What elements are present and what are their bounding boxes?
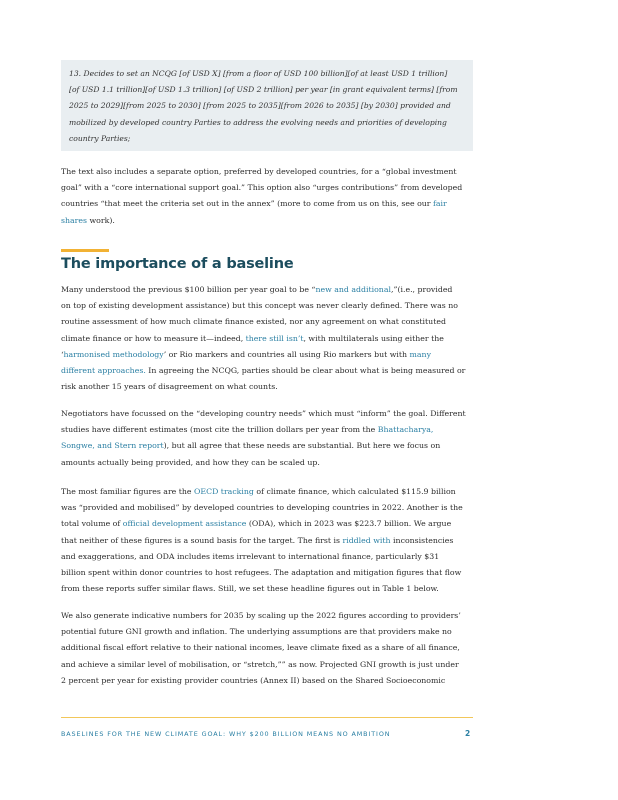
text-line: billion spent within donor countries to host refugees. The adaptation and mitigation figures that flow (61, 568, 462, 578)
text-span: In agreeing the NCQG, parties should be clear about what is being measured or (145, 366, 466, 376)
text-line: The text also includes a separate option, preferred by developed countries, for a “global investment (61, 167, 457, 176)
text-span: The most familiar figures are the (61, 487, 195, 496)
text-span: total volume of (61, 519, 123, 529)
text-span: work). (87, 215, 115, 225)
text-line: We also generate indicative numbers for 2035 by scaling up the 2022 figures according to providers’ (61, 611, 461, 620)
many-different-approaches-link-continued[interactable]: different approaches. (61, 366, 146, 376)
there-still-isnt-link[interactable]: there still isn’t (245, 333, 304, 343)
text-line (61, 533, 473, 549)
page-number: 2 (465, 729, 471, 738)
text-span: ’ or Rio markers and countries all using Rio markers but with (163, 349, 410, 359)
text-line (61, 422, 473, 438)
text-span: (ODA), which in 2023 was $223.7 billion. We argue (246, 519, 452, 529)
fair-shares-link[interactable]: fair (433, 199, 447, 209)
paragraph-developing-country-needs (61, 406, 473, 471)
text-line (61, 196, 473, 212)
text-line (61, 363, 473, 379)
text-line (61, 331, 473, 347)
text-line: from these reports suffer similar flaws. Still, we set these headline figures out in Table 1 below. (61, 584, 439, 594)
harmonised-methodology-link[interactable]: harmonised methodology (63, 349, 164, 359)
bhattacharya-report-link-continued[interactable]: Songwe, and Stern report (61, 441, 164, 451)
quote-line: [of USD 1.1 trillion][of USD 1.3 trillion] [of USD 2 trillion] per year [in grant equivalent terms] [from (69, 85, 458, 95)
text-line: on top of existing development assistance) but this concept was never clearly defined. There was no (61, 301, 458, 311)
text-line (61, 516, 473, 532)
fair-shares-link-continued[interactable]: shares (61, 215, 88, 225)
text-line (61, 213, 473, 229)
text-line: additional fiscal effort relative to their national incomes, leave climate fixed as a share of all finance, (61, 643, 460, 653)
bhattacharya-report-link[interactable]: Bhattacharya, (377, 425, 434, 435)
text-line: routine assessment of how much climate finance existed, nor any agreement on what constituted (61, 317, 446, 327)
text-span: inconsistencies (390, 535, 454, 545)
paragraph-indicative-numbers (61, 608, 473, 689)
quote-line: country Parties; (69, 133, 131, 143)
text-span: countries “that meet the criteria set out in the annex” (more to come from us on this, see our (61, 199, 433, 209)
paragraph-new-and-additional (61, 282, 473, 395)
oecd-tracking-link[interactable]: OECD tracking (194, 487, 254, 496)
many-different-approaches-link[interactable]: many (409, 349, 431, 359)
text-span: , with multilaterals using either the (303, 333, 444, 343)
text-span: climate finance or how to measure it—indeed, (61, 333, 246, 343)
text-span: ,”(i.e., provided (390, 285, 453, 294)
section-heading: The importance of a baseline (61, 256, 294, 272)
text-line (61, 484, 473, 500)
text-line (61, 438, 473, 454)
text-line: potential future GNI growth and inflation. The underlying assumptions are that providers make no (61, 627, 452, 637)
riddled-with-link[interactable]: riddled with (342, 535, 391, 545)
text-span: that neither of these figures is a sound basis for the target. The first is (61, 535, 343, 545)
quote-line: 2025 to 2029][from 2025 to 2030] [from 2025 to 2035][from 2026 to 2035] [by 2030] provided and (69, 101, 451, 111)
quote-line: 13. Decides to set an NCQG [of USD X] [from a floor of USD 100 billion][of at least USD 1 trillion] (69, 69, 448, 78)
quoted-decision-text (61, 60, 473, 151)
text-span: ), but all agree that these needs are substantial. But here we focus on (163, 441, 441, 451)
text-line: amounts actually being provided, and how they can be scaled up. (61, 457, 320, 467)
text-line (61, 347, 473, 363)
text-line: was “provided and mobilised” by developed countries to developing countries in 2022. Another is the (61, 503, 463, 513)
new-and-additional-link[interactable]: new and additional (315, 285, 391, 294)
footer-divider (61, 717, 473, 718)
text-span: Many understood the previous $100 billion per year goal to be “ (61, 285, 316, 294)
paragraph-familiar-figures (61, 484, 473, 597)
footer-document-title: BASELINES FOR THE NEW CLIMATE GOAL: WHY $200 BILLION MEANS NO AMBITION (61, 730, 391, 738)
text-line: goal” with a “core international support goal.” This option also “urges contributions” from developed (61, 183, 463, 193)
text-line: and exaggerations, and ODA includes items irrelevant to international finance, particularly $31 (61, 551, 440, 561)
quote-line: mobilized by developed country Parties to address the evolving needs and priorities of developing (69, 117, 447, 127)
section-accent-bar (61, 249, 109, 252)
text-line: and achieve a similar level of mobilisation, or “stretch,”” as now. Projected GNI growth is just under (61, 659, 459, 669)
text-line (61, 282, 473, 298)
text-line: 2 percent per year for existing provider countries (Annex II) based on the Shared Socioeconomic (61, 675, 446, 685)
text-span: of climate finance, which calculated $115.9 billion (253, 487, 456, 496)
text-span: studies have different estimates (most cite the trillion dollars per year from the (61, 425, 378, 435)
paragraph-global-investment-goal (61, 164, 473, 229)
text-span: ‘ (61, 349, 64, 359)
text-line: Negotiators have focussed on the “developing country needs” which must “inform” the goal. Different (61, 409, 466, 418)
text-line: risk another 15 years of disagreement on what counts. (61, 382, 278, 392)
oda-link[interactable]: official development assistance (122, 519, 247, 529)
